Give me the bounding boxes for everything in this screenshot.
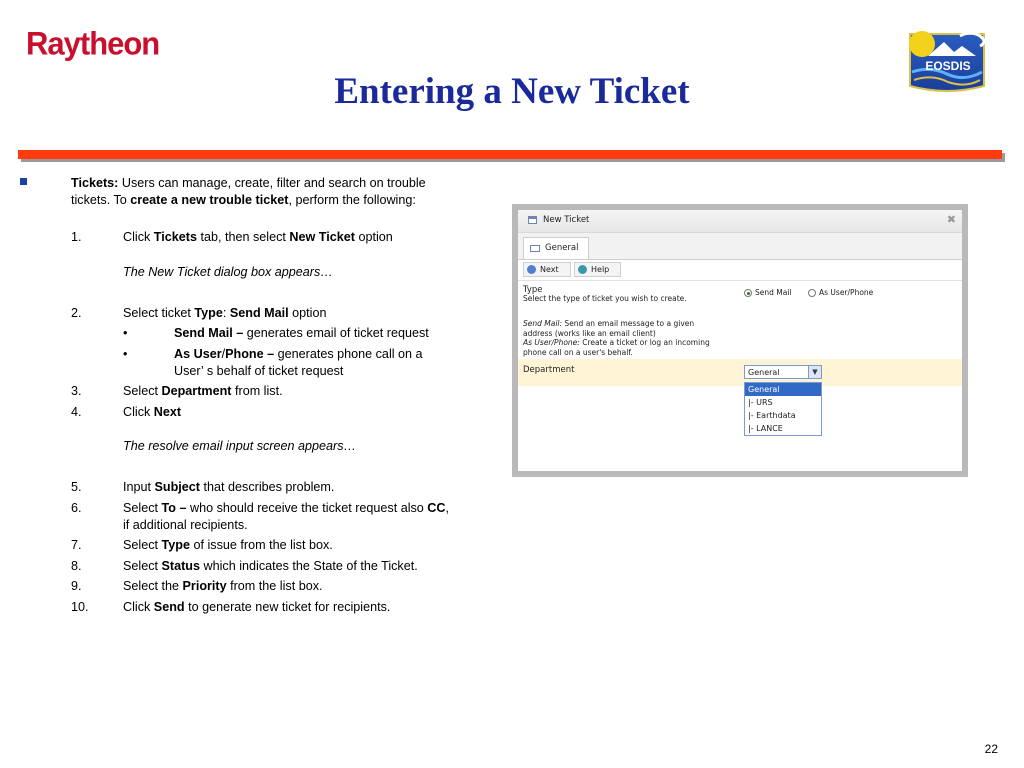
type-description: Select the type of ticket you wish to create. bbox=[523, 294, 687, 303]
sub-bullet: • bbox=[123, 347, 128, 361]
radio-unselected-icon bbox=[808, 289, 816, 297]
sub-step-text: Send Mail – generates email of ticket request bbox=[174, 326, 429, 340]
sub-bullet: • bbox=[123, 326, 128, 340]
tab-general[interactable] bbox=[523, 237, 589, 259]
radio-selected-icon bbox=[744, 289, 752, 297]
type-label: Type bbox=[523, 285, 543, 295]
tab-general-label: General bbox=[545, 243, 579, 253]
step-text: Select To – who should receive the ticket request also CC, if additional recipients. bbox=[123, 501, 449, 532]
step-text: Click Tickets tab, then select New Ticket option bbox=[123, 230, 393, 244]
help-button[interactable] bbox=[574, 262, 621, 277]
next-arrow-icon bbox=[527, 265, 536, 274]
sub-step-text: As User/Phone – generates phone call on a User’ s behalf of ticket request bbox=[174, 347, 423, 378]
step-text: Select Status which indicates the State of the Ticket. bbox=[123, 559, 418, 573]
step-number: 1. bbox=[71, 230, 82, 244]
eosdis-logo bbox=[900, 26, 994, 94]
raytheon-logo: Raytheon bbox=[26, 25, 160, 62]
step-number: 8. bbox=[71, 559, 82, 573]
tab-bar bbox=[518, 233, 962, 260]
dropdown-option[interactable]: |- Earthdata bbox=[748, 411, 796, 420]
step-text: Select Department from list. bbox=[123, 384, 283, 398]
next-button[interactable] bbox=[523, 262, 571, 277]
window-icon bbox=[528, 216, 537, 224]
slide-title: Entering a New Ticket bbox=[334, 71, 690, 112]
step-number: 9. bbox=[71, 579, 82, 593]
step-number: 2. bbox=[71, 306, 82, 320]
chevron-down-icon[interactable]: ▼ bbox=[808, 366, 821, 378]
intro-paragraph: Tickets: Users can manage, create, filter and search on trouble tickets. To create a new trouble ticket, perform the following: bbox=[71, 176, 426, 207]
page-number: 22 bbox=[984, 742, 998, 756]
eosdis-logo-text: EOSDIS bbox=[925, 59, 971, 73]
form-icon bbox=[530, 245, 540, 252]
step-note: The New Ticket dialog box appears… bbox=[123, 265, 333, 279]
new-ticket-screenshot bbox=[512, 204, 968, 477]
help-button-label: Help bbox=[591, 265, 610, 274]
step-number: 4. bbox=[71, 405, 82, 419]
department-row bbox=[518, 359, 962, 386]
step-text: Select the Priority from the list box. bbox=[123, 579, 323, 593]
step-text: Select ticket Type: Send Mail option bbox=[123, 306, 327, 320]
department-selected-value: General bbox=[748, 368, 780, 377]
help-icon bbox=[578, 265, 587, 274]
step-text: Select Type of issue from the list box. bbox=[123, 538, 333, 552]
dropdown-option[interactable]: |- URS bbox=[748, 398, 773, 407]
bullet-square-icon bbox=[20, 178, 27, 185]
new-ticket-window bbox=[518, 210, 962, 471]
step-number: 10. bbox=[71, 600, 89, 614]
dropdown-option[interactable]: General bbox=[745, 383, 821, 396]
close-icon[interactable]: ✖ bbox=[946, 213, 956, 226]
radio-send-mail[interactable]: Send Mail bbox=[744, 288, 792, 297]
accent-divider-bar bbox=[18, 150, 1002, 159]
step-text: Click Next bbox=[123, 405, 182, 419]
type-help-text: Send Mail: Send an email message to a given address (works like an email client) As User/Phone: Create a ticket or log an incoming phone call on a user's behalf. bbox=[523, 319, 710, 357]
dialog-toolbar bbox=[518, 260, 962, 281]
step-number: 7. bbox=[71, 538, 82, 552]
window-title: New Ticket bbox=[543, 215, 590, 225]
department-label: Department bbox=[523, 365, 575, 375]
dropdown-option[interactable]: |- LANCE bbox=[748, 424, 783, 433]
window-titlebar bbox=[518, 210, 962, 233]
step-text: Input Subject that describes problem. bbox=[123, 480, 335, 494]
department-select[interactable] bbox=[744, 365, 822, 379]
step-number: 3. bbox=[71, 384, 82, 398]
next-button-label: Next bbox=[540, 265, 559, 274]
step-text: Click Send to generate new ticket for recipients. bbox=[123, 600, 391, 614]
step-note: The resolve email input screen appears… bbox=[123, 439, 357, 453]
department-dropdown-list bbox=[744, 382, 822, 436]
radio-as-user-phone[interactable]: As User/Phone bbox=[808, 288, 873, 297]
step-number: 5. bbox=[71, 480, 82, 494]
step-number: 6. bbox=[71, 501, 82, 515]
